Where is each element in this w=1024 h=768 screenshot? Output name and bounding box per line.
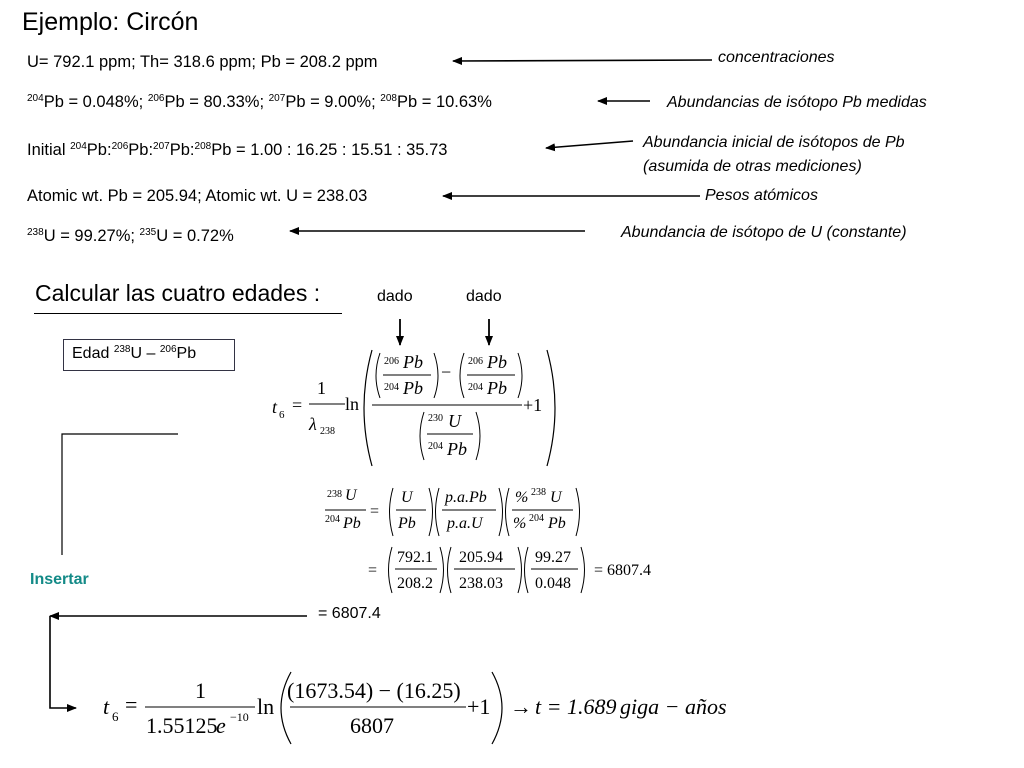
svg-text:%: % — [513, 515, 527, 532]
svg-text:−10: −10 — [230, 710, 249, 724]
svg-text:t: t — [272, 397, 278, 417]
atomic-weights-line: Atomic wt. Pb = 205.94; Atomic wt. U = 238.03 — [27, 187, 368, 205]
svg-text:U: U — [550, 489, 562, 506]
svg-text:206: 206 — [468, 356, 483, 367]
age-label-box: Edad $^{238}$U – $^{206}$Pb — [63, 339, 235, 371]
concentrations-line: U= 792.1 ppm; Th= 318.6 ppm; Pb = 208.2 ppm — [27, 53, 378, 71]
section-title: Calcular las cuatro edades : — [35, 280, 321, 306]
svg-text:238: 238 — [320, 426, 335, 437]
svg-text:%: % — [515, 489, 529, 506]
svg-text:=: = — [125, 692, 138, 717]
svg-text:+1: +1 — [467, 694, 491, 719]
svg-text:1: 1 — [317, 378, 326, 398]
svg-text:+1: +1 — [523, 395, 543, 415]
svg-text:206: 206 — [384, 356, 399, 367]
svg-text:=: = — [368, 562, 378, 579]
annotation-weights: Pesos atómicos — [705, 187, 818, 204]
svg-text:205.94: 205.94 — [459, 549, 503, 566]
svg-text:t: t — [103, 694, 110, 719]
annotation-initial-2: (asumida de otras mediciones) — [643, 158, 862, 175]
arrow-concentrations — [453, 60, 712, 61]
svg-text:204: 204 — [325, 514, 340, 525]
svg-text:Pb: Pb — [548, 515, 566, 532]
annotation-initial-1: Abundancia inicial de isótopos de Pb — [643, 134, 905, 151]
svg-text:238: 238 — [531, 487, 546, 498]
svg-text:→: → — [510, 694, 532, 719]
svg-text:6807: 6807 — [350, 713, 394, 738]
svg-text:204: 204 — [529, 513, 544, 524]
svg-text:p.a.U: p.a.U — [447, 515, 483, 532]
equation-final — [103, 672, 727, 744]
uranium-abundance-line: $^{238}$U = 99.27%; $^{235}$U = 0.72% — [27, 227, 234, 245]
page-title: Ejemplo: Circón — [22, 8, 199, 36]
svg-text:0.048: 0.048 — [535, 575, 571, 592]
svg-text:99.27: 99.27 — [535, 549, 571, 566]
initial-ratios-line: Initial $^{204}$Pb:$^{206}$Pb:$^{207}$Pb:$^{208}$Pb = 1.00 : 16.25 : 15.51 : 35.73 — [27, 141, 448, 159]
equation-numeric — [368, 547, 651, 593]
svg-text:ln: ln — [345, 394, 360, 414]
svg-text:U: U — [448, 411, 461, 431]
svg-text:t = 1.689: t = 1.689 — [535, 694, 617, 719]
svg-text:Pb: Pb — [343, 515, 361, 532]
svg-text:U: U — [345, 487, 357, 504]
svg-text:=: = — [292, 395, 303, 415]
svg-text:e: e — [216, 713, 226, 738]
svg-text:1: 1 — [195, 678, 206, 703]
svg-text:(1673.54) − (16.25): (1673.54) − (16.25) — [287, 678, 461, 703]
svg-text:= 6807.4: = 6807.4 — [594, 562, 652, 579]
svg-text:204: 204 — [384, 382, 399, 393]
dado-label-1: dado — [377, 288, 413, 305]
svg-text:Pb: Pb — [403, 378, 423, 398]
flow-line-bottom — [50, 616, 76, 708]
svg-text:230: 230 — [428, 413, 443, 424]
svg-text:Pb: Pb — [487, 352, 507, 372]
pb-abundances-line: $^{204}$Pb = 0.048%; $^{206}$Pb = 80.33%; $^{207}$Pb = 9.00%; $^{208}$Pb = 10.63% — [27, 93, 492, 111]
svg-text:792.1: 792.1 — [397, 549, 433, 566]
annotation-uranium: Abundancia de isótopo de U (constante) — [621, 224, 907, 241]
equation-t6-ln — [272, 350, 555, 466]
svg-text:ln: ln — [257, 694, 275, 719]
insert-label: Insertar — [30, 571, 89, 588]
svg-text:−: − — [441, 362, 452, 382]
flow-line-left — [62, 434, 178, 555]
svg-text:Pb: Pb — [487, 378, 507, 398]
svg-text:giga − años: giga − años — [620, 694, 727, 719]
svg-text:204: 204 — [428, 441, 443, 452]
svg-text:238: 238 — [327, 489, 342, 500]
svg-text:Pb: Pb — [403, 352, 423, 372]
svg-text:208.2: 208.2 — [397, 575, 433, 592]
svg-text:204: 204 — [468, 382, 483, 393]
annotation-concentrations: concentraciones — [718, 49, 835, 66]
svg-text:Pb: Pb — [447, 439, 467, 459]
result-line: = 6807.4 — [318, 605, 381, 622]
svg-text:6: 6 — [112, 709, 119, 724]
svg-text:238.03: 238.03 — [459, 575, 503, 592]
svg-text:=: = — [370, 503, 380, 520]
svg-text:λ: λ — [309, 414, 317, 434]
svg-text:p.a.Pb: p.a.Pb — [445, 489, 487, 506]
dado-label-2: dado — [466, 288, 502, 305]
svg-text:Pb: Pb — [398, 515, 416, 532]
equation-ratio-definition — [325, 487, 580, 536]
svg-text:6: 6 — [279, 409, 285, 421]
annotation-pb-abundances: Abundancias de isótopo Pb medidas — [667, 94, 927, 111]
svg-text:1.55125: 1.55125 — [146, 713, 218, 738]
svg-text:U: U — [401, 489, 413, 506]
arrow-initial — [546, 141, 633, 148]
